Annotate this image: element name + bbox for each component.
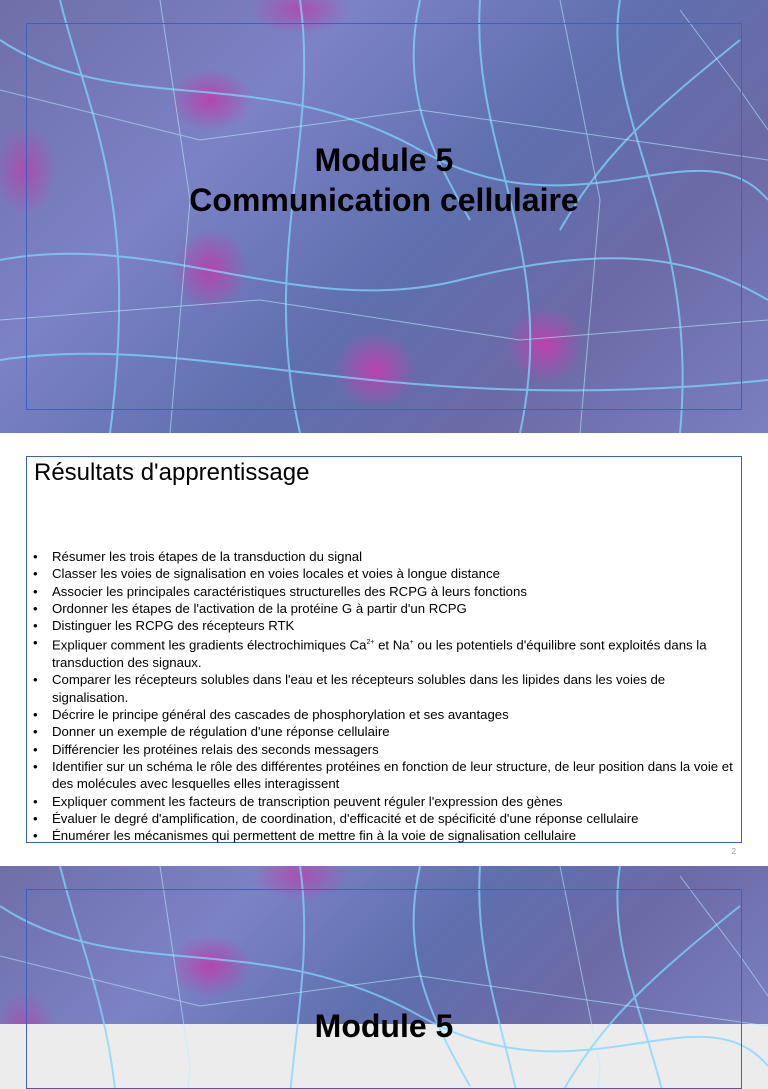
slide-3-background-image bbox=[0, 866, 768, 1044]
list-item: • Résumer les trois étapes de la transduction du signal bbox=[31, 548, 737, 565]
list-item: • Donner un exemple de régulation d'une réponse cellulaire bbox=[31, 723, 737, 740]
gradient-text-3: ou les potentiels d'équilibre sont exploités dans la transduction des signaux. bbox=[52, 637, 707, 671]
list-item-gradients bbox=[31, 634, 737, 671]
slide-3-title-frame bbox=[26, 889, 742, 1089]
gradient-text-1: Expliquer comment les gradients électrochimiques Ca bbox=[52, 637, 367, 653]
slide-2 bbox=[0, 433, 768, 866]
list-item: • Expliquer comment les facteurs de transcription peuvent réguler l'expression des gènes bbox=[31, 793, 737, 810]
list-item: • Classer les voies de signalisation en voies locales et voies à longue distance bbox=[31, 565, 737, 582]
slide-1-title bbox=[0, 140, 768, 220]
slide-2-content-frame bbox=[26, 456, 742, 843]
title-line-2: Communication cellulaire bbox=[189, 182, 579, 218]
list-item: • Associer les principales caractéristiques structurelles des RCPG à leurs fonctions bbox=[31, 583, 737, 600]
slide-1-background-image bbox=[0, 0, 768, 433]
list-item: • Distinguer les RCPG des récepteurs RTK bbox=[31, 617, 737, 634]
ca-superscript: 2+ bbox=[366, 639, 375, 647]
slide-3-title bbox=[0, 1006, 768, 1046]
list-item: • Différencier les protéines relais des seconds messagers bbox=[31, 741, 737, 758]
list-item: • Évaluer le degré d'amplification, de coordination, d'efficacité et de spécificité d'une réponse cellulaire bbox=[31, 810, 737, 827]
slide-2-heading: Résultats d'apprentissage bbox=[34, 459, 310, 486]
na-superscript: + bbox=[409, 639, 414, 647]
list-item: • Énumérer les mécanismes qui permettent de mettre fin à la voie de signalisation cellulaire bbox=[31, 827, 737, 844]
title-line-1: Module 5 bbox=[314, 142, 454, 178]
list-item: • Ordonner les étapes de l'activation de la protéine G à partir d'un RCPG bbox=[31, 600, 737, 617]
title-line-1: Module 5 bbox=[314, 1008, 454, 1044]
gradient-text-2: et Na bbox=[374, 637, 410, 653]
page-number: 2 bbox=[731, 847, 736, 856]
list-item: • Décrire le principe général des cascades de phosphorylation et ses avantages bbox=[31, 706, 737, 723]
list-item: • Comparer les récepteurs solubles dans l'eau et les récepteurs solubles dans les lipides dans les voies de signalisation. bbox=[31, 671, 737, 706]
learning-objectives-list bbox=[31, 548, 737, 844]
list-item: • Identifier sur un schéma le rôle des différentes protéines en fonction de leur structure, de leur position dans la voie et des molécules avec lesquelles elles interagissent bbox=[31, 758, 737, 793]
